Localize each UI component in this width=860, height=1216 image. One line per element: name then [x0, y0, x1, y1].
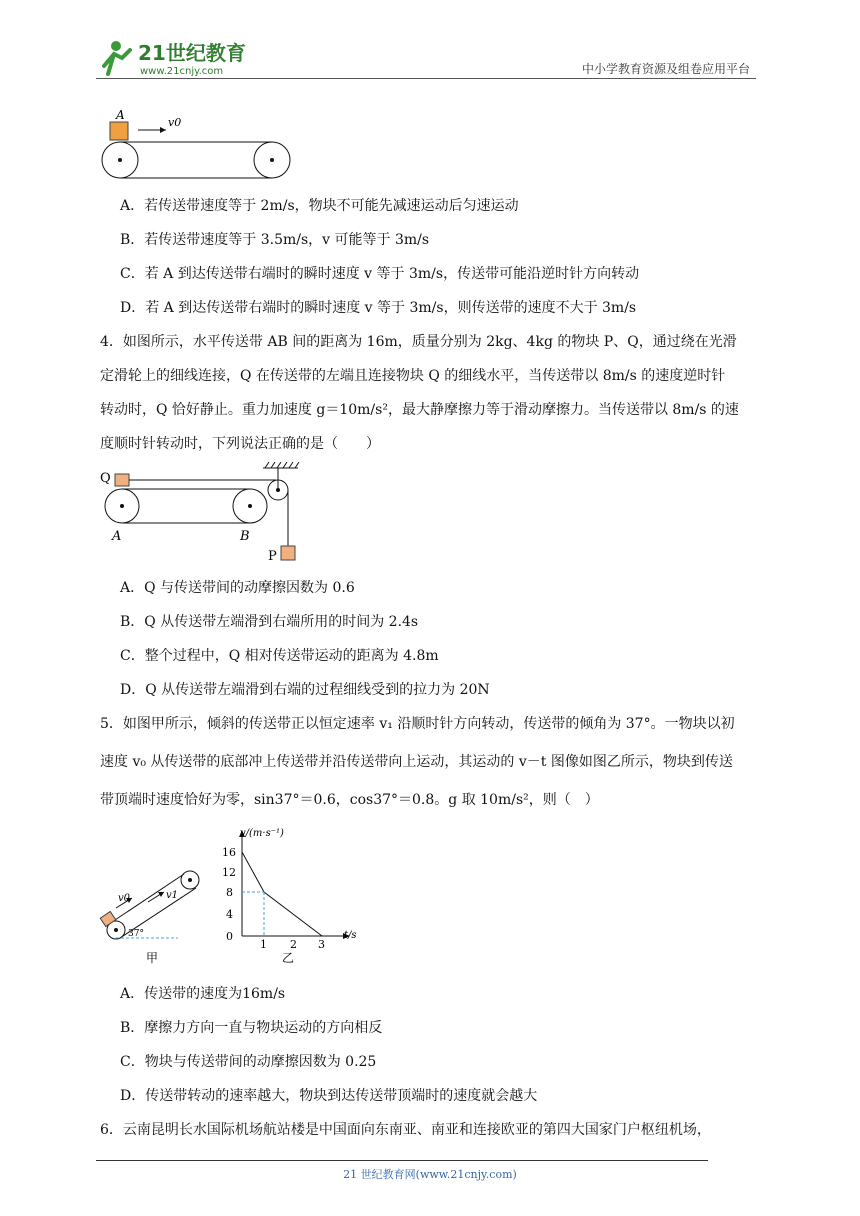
q4-option-c: C．整个过程中，Q 相对传送带运动的距离为 4.8m: [120, 648, 439, 664]
q5-stem-line-1: 5．如图甲所示，倾斜的传送带正以恒定速率 v₁ 沿顺时针方向转动，传送带的倾角为 37°。一物块以初: [100, 716, 735, 732]
svg-text:0: 0: [226, 930, 233, 943]
svg-text:v0: v0: [118, 893, 131, 904]
svg-text:16: 16: [222, 846, 236, 859]
svg-text:8: 8: [226, 886, 233, 899]
site-logo: [96, 36, 266, 78]
svg-text:www.21cnjy.com: www.21cnjy.com: [140, 66, 224, 77]
svg-text:v1: v1: [166, 890, 179, 901]
svg-text:4: 4: [226, 908, 233, 921]
q3-option-d: D．若 A 到达传送带右端时的瞬时速度 v 等于 3m/s，则传送带的速度不大于 3m/s: [120, 300, 637, 316]
figure-belt-1: [98, 108, 298, 184]
svg-text:1: 1: [260, 938, 267, 951]
svg-text:t/s: t/s: [344, 930, 357, 941]
q4-stem-line-1: 4．如图所示，水平传送带 AB 间的距离为 16m，质量分别为 2kg、4kg 的物块 P、Q，通过绕在光滑: [100, 334, 737, 350]
figure-belt-pulley: [98, 462, 308, 566]
q4-stem-line-2: 定滑轮上的细线连接，Q 在传送带的左端且连接物块 Q 的细线水平，当传送带以 8m/s 的速度逆时针: [100, 368, 726, 384]
q4-option-a: A．Q 与传送带间的动摩擦因数为 0.6: [120, 580, 355, 596]
q5-option-b: B．摩擦力方向一直与物块运动的方向相反: [120, 1020, 383, 1036]
q5-option-a: A．传送带的速度为16m/s: [120, 986, 286, 1002]
svg-text:乙: 乙: [282, 951, 295, 965]
q5-option-c: C．物块与传送带间的动摩擦因数为 0.25: [120, 1054, 377, 1070]
svg-text:甲: 甲: [146, 951, 159, 965]
svg-text:12: 12: [222, 866, 236, 879]
q3-option-a: A．若传送带速度等于 2m/s，物块不可能先减速运动后匀速运动: [120, 198, 519, 214]
page-header: [96, 36, 756, 78]
figure-vt-graph: [218, 826, 368, 966]
header-platform-text: 中小学教育资源及组卷应用平台: [581, 62, 750, 76]
svg-text:B: B: [240, 529, 250, 544]
q5-stem-line-2: 速度 v₀ 从传送带的底部冲上传送带并沿传送带向上运动，其运动的 v－t 图像如图乙所示，物块到传送: [100, 754, 733, 770]
svg-text:A: A: [116, 108, 125, 122]
q4-stem-line-3: 转动时，Q 恰好静止。重力加速度 g＝10m/s²，最大静摩擦力等于滑动摩擦力。当传送带以 8m/s 的速: [100, 402, 739, 418]
figure-incline-belt: [98, 856, 208, 966]
svg-text:v/(m·s⁻¹): v/(m·s⁻¹): [240, 828, 284, 839]
svg-text:Q: Q: [100, 471, 111, 486]
q5-option-d: D．传送带转动的速率越大，物块到达传送带顶端时的速度就会越大: [120, 1088, 538, 1104]
q4-option-b: B．Q 从传送带左端滑到右端所用的时间为 2.4s: [120, 614, 419, 630]
q6-stem-line-1: 6．云南昆明长水国际机场航站楼是中国面向东南亚、南亚和连接欧亚的第四大国家门户枢纽机场，: [100, 1122, 711, 1138]
q3-option-b: B．若传送带速度等于 3.5m/s，v 可能等于 3m/s: [120, 232, 430, 248]
footer-divider: [96, 1160, 708, 1161]
q4-stem-line-4: 度顺时针转动时，下列说法正确的是（ ）: [100, 436, 380, 452]
svg-text:37°: 37°: [128, 929, 144, 939]
header-divider: [96, 78, 756, 79]
svg-text:P: P: [268, 549, 277, 564]
svg-text:v0: v0: [168, 116, 182, 129]
svg-text:2: 2: [290, 938, 297, 951]
q4-option-d: D．Q 从传送带左端滑到右端的过程细线受到的拉力为 20N: [120, 682, 490, 698]
svg-text:A: A: [112, 529, 122, 544]
svg-text:3: 3: [318, 938, 325, 951]
svg-text:21世纪教育: 21世纪教育: [138, 41, 246, 65]
q5-stem-line-3: 带顶端时速度恰好为零，sin37°＝0.6，cos37°＝0.8。g 取 10m/s²，则（ ）: [100, 792, 599, 808]
q3-option-c: C．若 A 到达传送带右端时的瞬时速度 v 等于 3m/s，传送带可能沿逆时针方向转动: [120, 266, 640, 282]
footer-text: 21 世纪教育网(www.21cnjy.com): [343, 1168, 517, 1181]
